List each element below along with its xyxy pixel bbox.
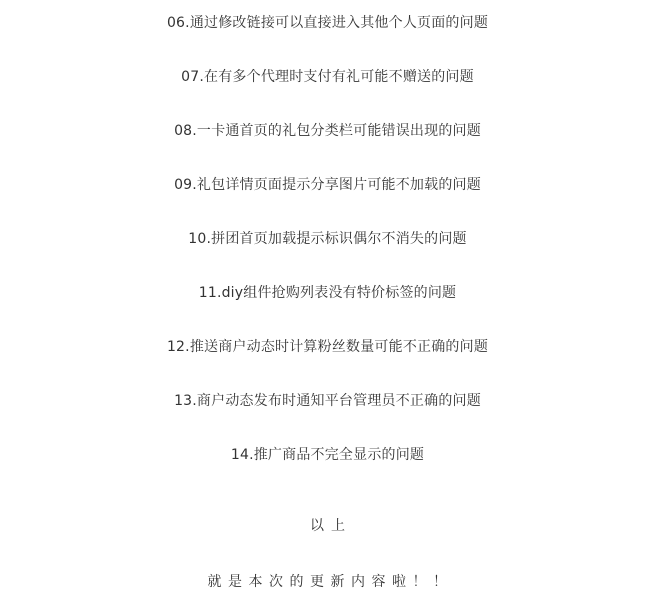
list-item: 06.通过修改链接可以直接进入其他个人页面的问题 — [166, 15, 489, 31]
list-item: 09.礼包详情页面提示分享图片可能不加载的问题 — [174, 177, 481, 193]
list-item: 07.在有多个代理时支付有礼可能不赠送的问题 — [181, 69, 474, 85]
list-item: 12.推送商户动态时计算粉丝数量可能不正确的问题 — [166, 339, 489, 355]
closing-heading: 以上 — [310, 518, 352, 534]
list-item: 10.拼团首页加载提示标识偶尔不消失的问题 — [188, 231, 467, 247]
list-item: 11.diy组件抢购列表没有特价标签的问题 — [198, 285, 457, 301]
list-item: 08.一卡通首页的礼包分类栏可能错误出现的问题 — [174, 123, 481, 139]
closing-message: 就是本次的更新内容啦！！ — [207, 574, 454, 590]
list-item: 14.推广商品不完全显示的问题 — [230, 447, 425, 463]
list-item: 13.商户动态发布时通知平台管理员不正确的问题 — [174, 393, 481, 409]
